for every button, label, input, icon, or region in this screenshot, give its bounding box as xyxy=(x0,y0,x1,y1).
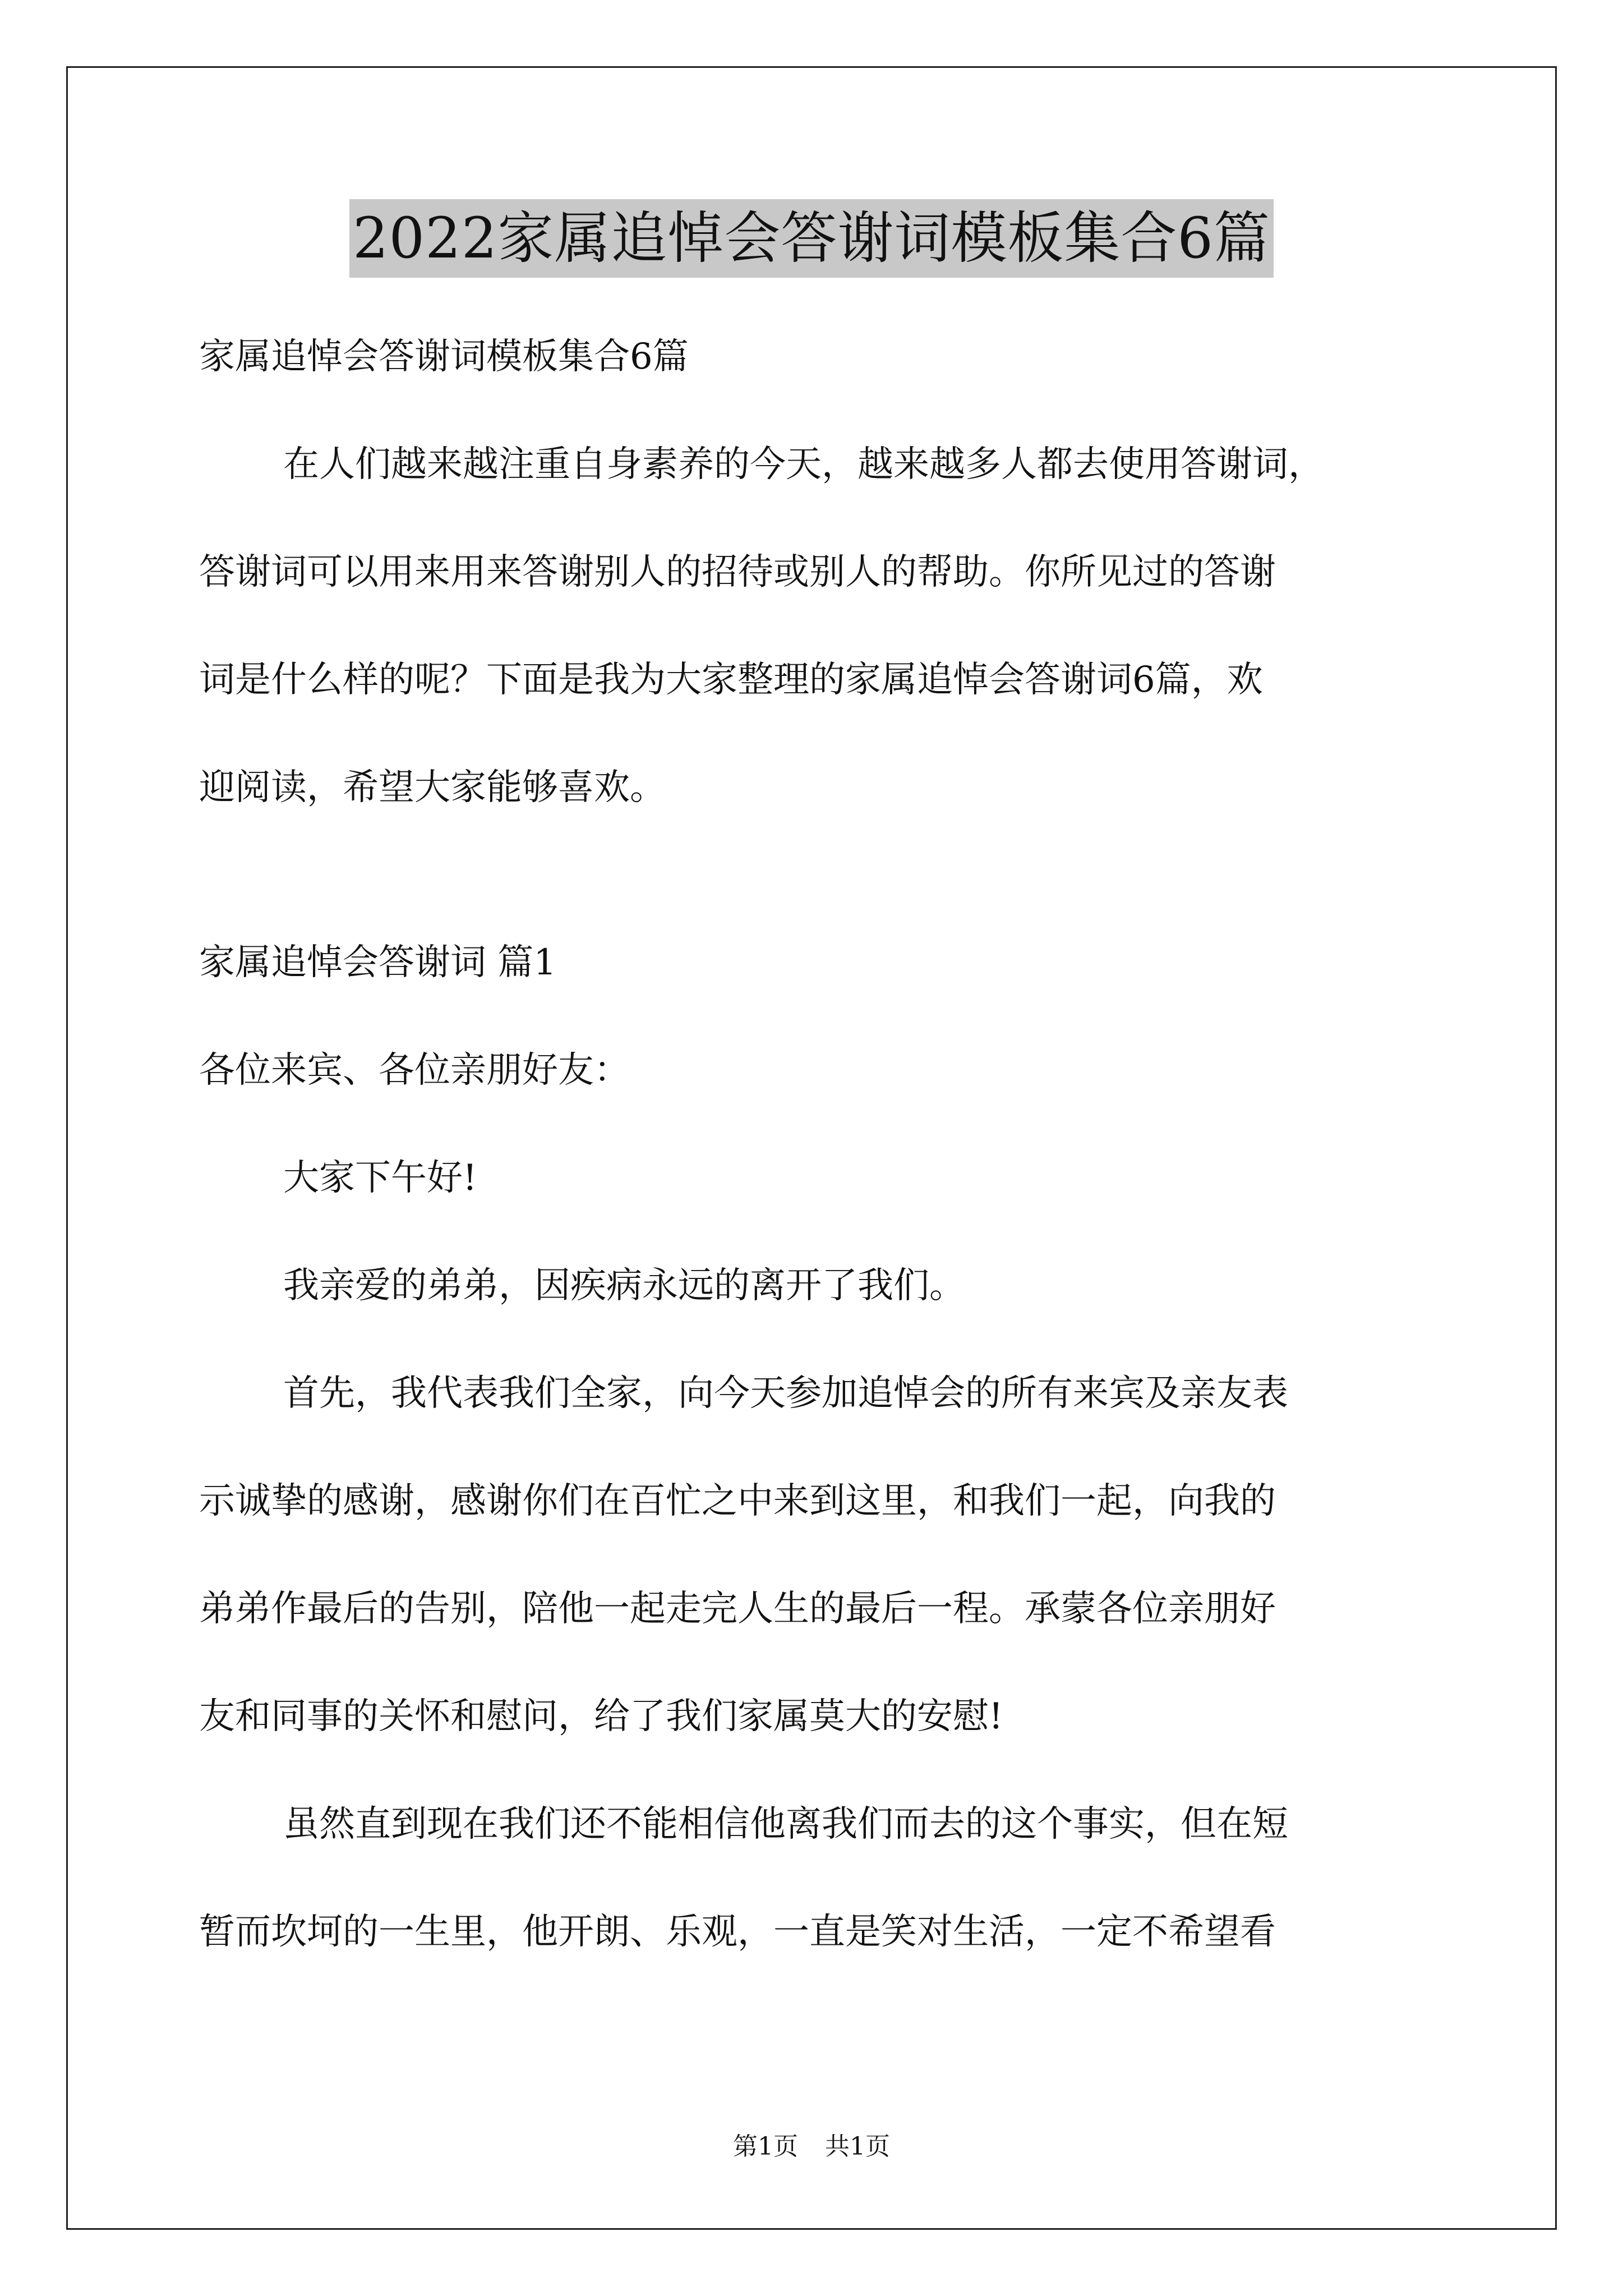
section-heading: 家属追悼会答谢词 篇1 xyxy=(199,942,557,983)
intro-line: 词是什么样的呢？下面是我为大家整理的家属追悼会答谢词6篇，欢 xyxy=(199,659,1263,701)
paragraph-3-line: 虽然直到现在我们还不能相信他离我们而去的这个事实，但在短 xyxy=(283,1803,1288,1845)
document-title: 2022家属追悼会答谢词模板集合6篇 xyxy=(349,199,1274,278)
paragraph-2-line: 弟弟作最后的告别，陪他一起走完人生的最后一程。承蒙各位亲朋好 xyxy=(199,1588,1276,1630)
page-footer xyxy=(0,2130,1623,2164)
paragraph-2-line: 示诚挚的感谢，感谢你们在百忙之中来到这里，和我们一起，向我的 xyxy=(199,1480,1276,1522)
document-body xyxy=(199,303,1461,1986)
section-spacer xyxy=(199,841,1461,909)
page-number: 第1页 xyxy=(733,2132,798,2161)
intro-line: 迎阅读，希望大家能够喜欢。 xyxy=(199,767,666,808)
title-container xyxy=(0,199,1623,278)
intro-line: 答谢词可以用来用来答谢别人的招待或别人的帮助。你所见过的答谢 xyxy=(199,551,1276,593)
salutation: 各位来宾、各位亲朋好友： xyxy=(199,1050,630,1091)
paragraph-2-line: 友和同事的关怀和慰问，给了我们家属莫大的安慰! xyxy=(199,1696,1003,1737)
paragraph-1: 我亲爱的弟弟，因疾病永远的离开了我们。 xyxy=(283,1265,965,1306)
paragraph-2-line: 首先，我代表我们全家，向今天参加追悼会的所有来宾及亲友表 xyxy=(283,1373,1288,1414)
page-total: 共1页 xyxy=(825,2132,890,2161)
paragraph-3-line: 暂而坎坷的一生里，他开朗、乐观，一直是笑对生活，一定不希望看 xyxy=(199,1911,1276,1953)
intro-line: 在人们越来越注重自身素养的今天，越来越多人都去使用答谢词， xyxy=(283,444,1324,485)
greeting: 大家下午好! xyxy=(283,1157,477,1199)
document-subtitle: 家属追悼会答谢词模板集合6篇 xyxy=(199,336,689,378)
